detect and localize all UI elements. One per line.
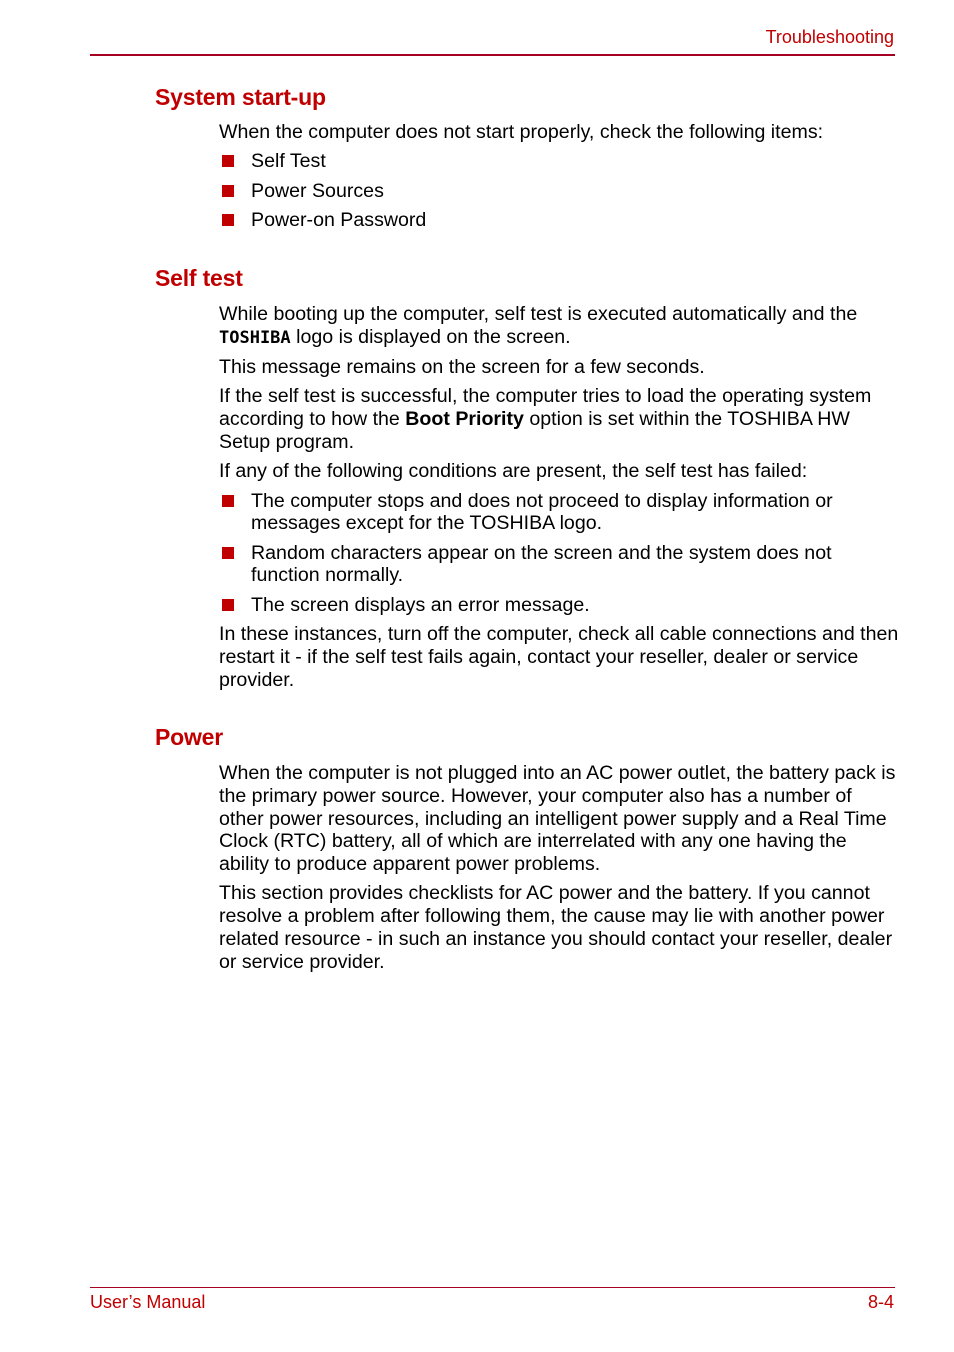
list-item: Power Sources — [219, 180, 899, 203]
list-item: Power-on Password — [219, 209, 899, 232]
list-item: The screen displays an error message. — [219, 594, 899, 617]
system-startup-list — [219, 150, 899, 231]
power-paragraph-1: When the computer is not plugged into an AC power outlet, the battery pack is the primary power source. However, your computer also has a number of other power resources, including an intelligent power supply and a Real Time Clock (RTC) battery, all of which are interrelated with any one having the ability to produce apparent power problems. — [219, 762, 896, 876]
bullet-square-icon — [222, 155, 234, 167]
self-test-list — [219, 490, 899, 617]
section-power — [219, 762, 899, 980]
toshiba-logo-text: TOSHIBA — [219, 327, 291, 348]
list-item: The computer stops and does not proceed to display information or messages except for the TOSHIBA logo. — [219, 490, 899, 536]
list-item: Self Test — [219, 150, 899, 173]
system-startup-intro: When the computer does not start properly, check the following items: — [219, 121, 824, 143]
bullet-square-icon — [222, 547, 234, 559]
power-paragraph-2: This section provides checklists for AC power and the battery. If you cannot resolve a problem after following them, the cause may lie with another power related resource - in such an instance you should contact your reseller, dealer or service provider. — [219, 882, 893, 973]
bullet-square-icon — [222, 185, 234, 197]
heading-self-test: Self test — [155, 265, 243, 291]
self-test-paragraph-1: While booting up the computer, self test is executed automatically and the TOSHIBA logo is displayed on the screen. — [219, 303, 858, 348]
list-item: Random characters appear on the screen and the system does not function normally. — [219, 542, 899, 588]
running-header: Troubleshooting — [765, 27, 894, 47]
bullet-square-icon — [222, 214, 234, 226]
boot-priority-term: Boot Priority — [405, 408, 524, 431]
section-self-test — [219, 303, 899, 698]
heading-power: Power — [155, 724, 224, 750]
header-rule — [90, 54, 895, 56]
self-test-paragraph-5: In these instances, turn off the computer, check all cable connections and then restart it - if the self test fails again, contact your reseller, dealer or service provider. — [219, 623, 899, 691]
bullet-square-icon — [222, 599, 234, 611]
bullet-square-icon — [222, 495, 234, 507]
footer-manual-title: User’s Manual — [90, 1292, 206, 1312]
section-system-startup — [219, 121, 899, 238]
self-test-paragraph-2: This message remains on the screen for a few seconds. — [219, 356, 705, 379]
heading-system-startup: System start-up — [155, 84, 326, 110]
page-number: 8-4 — [867, 1292, 894, 1312]
footer-rule — [90, 1287, 895, 1288]
self-test-paragraph-3: If the self test is successful, the computer tries to load the operating system according to how the Boot Priority option is set within the TOSHIBA HW Setup program. — [219, 385, 872, 453]
self-test-paragraph-4: If any of the following conditions are present, the self test has failed: — [219, 460, 808, 483]
